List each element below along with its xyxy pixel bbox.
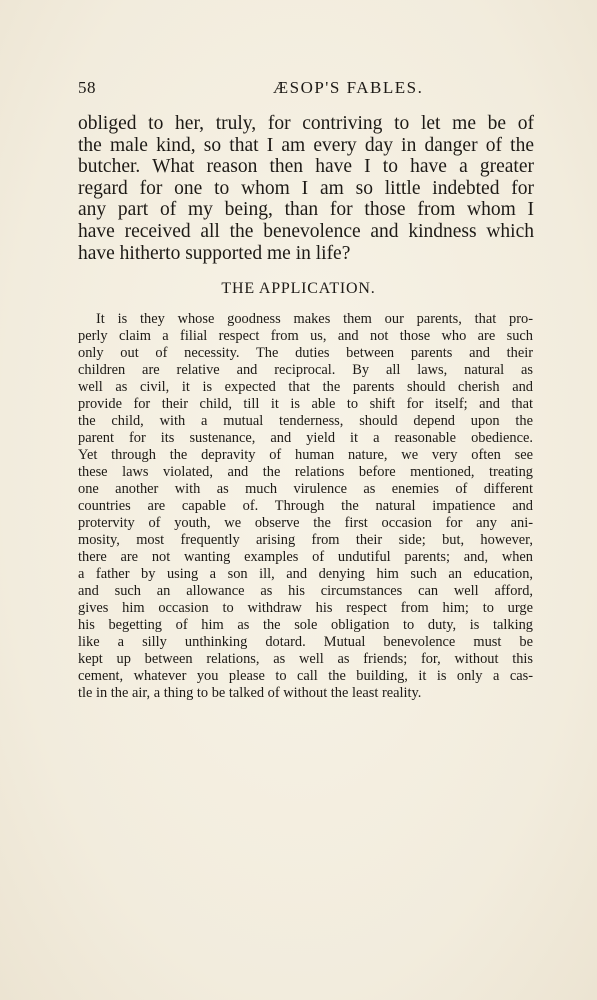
fable-line: any part of my being, than for those from whom I <box>78 199 534 221</box>
page-number: 58 <box>78 78 96 97</box>
application-line: a father by using a son ill, and denying him such an education, <box>78 566 533 582</box>
fable-line: butcher. What reason then have I to have a greater <box>78 156 534 178</box>
application-heading: THE APPLICATION. <box>221 280 376 297</box>
application-line: It is they whose goodness makes them our parents, that pro- <box>96 311 533 327</box>
application-line: parent for its sustenance, and yield it a reasonable obedience. <box>78 430 533 446</box>
application-line: well as civil, it is expected that the parents should cherish and <box>78 379 533 395</box>
application-line: tle in the air, a thing to be talked of without the least reality. <box>78 685 422 701</box>
application-line: mosity, most frequently arising from their side; but, however, <box>78 532 533 548</box>
running-title: ÆSOP'S FABLES. <box>273 78 424 97</box>
fable-text <box>78 113 534 264</box>
application-line: gives him occasion to withdraw his respect from him; to urge <box>78 600 533 616</box>
application-line: cement, whatever you please to call the building, it is only a cas- <box>78 668 533 684</box>
application-line: kept up between relations, as well as friends; for, without this <box>78 651 533 667</box>
application-line: his begetting of him as the sole obligation to duty, is talking <box>78 617 533 633</box>
application-line: children are relative and reciprocal. By all laws, natural as <box>78 362 533 378</box>
page-header <box>78 78 534 102</box>
application-line: countries are capable of. Through the natural impatience and <box>78 498 533 514</box>
application-line: provide for their child, till it is able to shift for itself; and that <box>78 396 533 412</box>
application-line: perly claim a filial respect from us, and not those who are such <box>78 328 533 344</box>
application-line: and such an allowance as his circumstances can well afford, <box>78 583 533 599</box>
application-line: one another with as much virulence as enemies of different <box>78 481 533 497</box>
application-line: Yet through the depravity of human nature, we very often see <box>78 447 533 463</box>
application-line: the child, with a mutual tenderness, should depend upon the <box>78 413 533 429</box>
fable-line: the male kind, so that I am every day in danger of the <box>78 134 534 156</box>
application-line: only out of necessity. The duties between parents and their <box>78 345 533 361</box>
application-line: there are not wanting examples of undutiful parents; and, when <box>78 549 533 565</box>
fable-line: regard for one to whom I am so little indebted for <box>78 177 534 199</box>
fable-line: have received all the benevolence and kindness which <box>78 220 534 242</box>
fable-line: obliged to her, truly, for contriving to let me be of <box>78 113 534 134</box>
application-line: these laws violated, and the relations before mentioned, treating <box>78 464 533 480</box>
application-line: protervity of youth, we observe the first occasion for any ani- <box>78 515 533 531</box>
application-line: like a silly unthinking dotard. Mutual benevolence must be <box>78 634 533 650</box>
fable-line: have hitherto supported me in life? <box>78 242 351 264</box>
application-text <box>78 311 533 702</box>
